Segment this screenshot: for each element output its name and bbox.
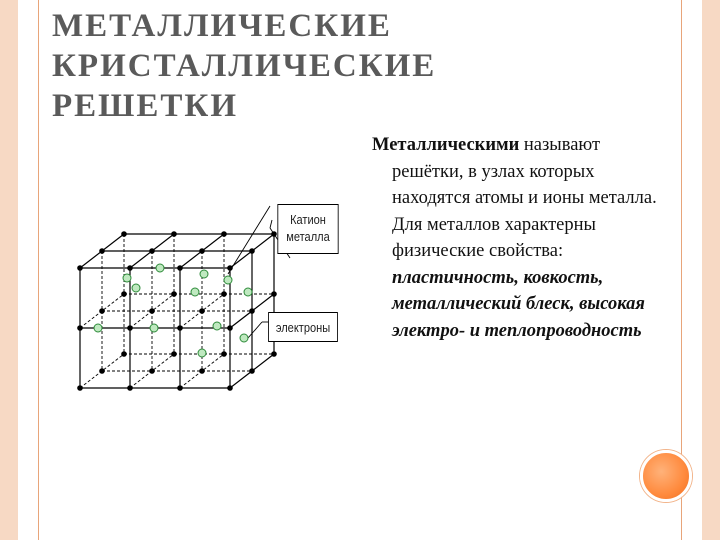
- electron-dot: [200, 270, 208, 278]
- title-line-1: МЕТАЛЛИЧЕСКИЕ: [52, 8, 392, 44]
- electrons: [94, 264, 252, 357]
- cation-node: [177, 265, 183, 271]
- cation-node: [149, 368, 155, 374]
- electron-dot: [191, 288, 199, 296]
- cation-node: [271, 291, 277, 297]
- electron-dot: [244, 288, 252, 296]
- cation-node: [127, 265, 133, 271]
- cation-node: [121, 291, 127, 297]
- cation-node: [177, 385, 183, 391]
- cation-node: [199, 308, 205, 314]
- right-frame-bar: [702, 0, 720, 540]
- definition-paragraph: [372, 132, 660, 344]
- leader-line: [270, 220, 272, 228]
- definition-text: называют решётки, в узлах которых находятся атомы и ионы металла. Для металлов характерны физические свойства:: [392, 135, 657, 261]
- electron-dot: [240, 334, 248, 342]
- leader-line: [248, 322, 262, 338]
- electron-dot: [156, 264, 164, 272]
- title-line-3: РЕШЕТКИ: [52, 88, 239, 124]
- cation-label-line-1: Катион: [290, 212, 326, 227]
- properties-list: пластичность, ковкость, металлический блеск, высокая электро- и теплопроводность: [392, 267, 645, 341]
- cation-node: [99, 368, 105, 374]
- electron-dot: [224, 276, 232, 284]
- cation-node: [199, 368, 205, 374]
- cation-node: [271, 231, 277, 237]
- title-line-2: КРИСТАЛЛИЧЕСКИЕ: [52, 48, 437, 84]
- electron-dot: [123, 274, 131, 282]
- cation-node: [77, 325, 83, 331]
- left-frame-bar: [0, 0, 18, 540]
- cation-label-line-2: металла: [286, 229, 330, 244]
- cation-label: [277, 204, 338, 254]
- cation-node: [77, 385, 83, 391]
- slide-title: [52, 6, 612, 126]
- electron-dot: [132, 284, 140, 292]
- cation-node: [99, 308, 105, 314]
- cation-node: [249, 308, 255, 314]
- cation-node: [121, 231, 127, 237]
- cation-node: [271, 351, 277, 357]
- electron-dot: [213, 322, 221, 330]
- electron-dot: [198, 349, 206, 357]
- electrons-label-text: электроны: [275, 320, 331, 335]
- cation-node: [127, 325, 133, 331]
- cation-node: [221, 231, 227, 237]
- lattice-lines: [80, 234, 274, 388]
- cation-node: [99, 248, 105, 254]
- cation-node: [149, 248, 155, 254]
- cation-node: [227, 265, 233, 271]
- body-text: [372, 132, 660, 344]
- decorative-orange-circle: [640, 450, 692, 502]
- cation-node: [149, 308, 155, 314]
- electron-dot: [94, 324, 102, 332]
- cation-node: [249, 248, 255, 254]
- electrons-label: [268, 312, 338, 342]
- cation-node: [249, 368, 255, 374]
- cation-node: [127, 385, 133, 391]
- cation-node: [171, 231, 177, 237]
- cation-node: [121, 351, 127, 357]
- cation-node: [77, 265, 83, 271]
- cation-node: [171, 351, 177, 357]
- leader-line: [228, 206, 270, 274]
- cation-node: [171, 291, 177, 297]
- cation-node: [227, 325, 233, 331]
- cation-node: [177, 325, 183, 331]
- electron-dot: [150, 324, 158, 332]
- bold-lead-term: Металлическими: [372, 135, 520, 155]
- cation-node: [199, 248, 205, 254]
- cation-node: [221, 291, 227, 297]
- cation-node: [221, 351, 227, 357]
- cation-node: [227, 385, 233, 391]
